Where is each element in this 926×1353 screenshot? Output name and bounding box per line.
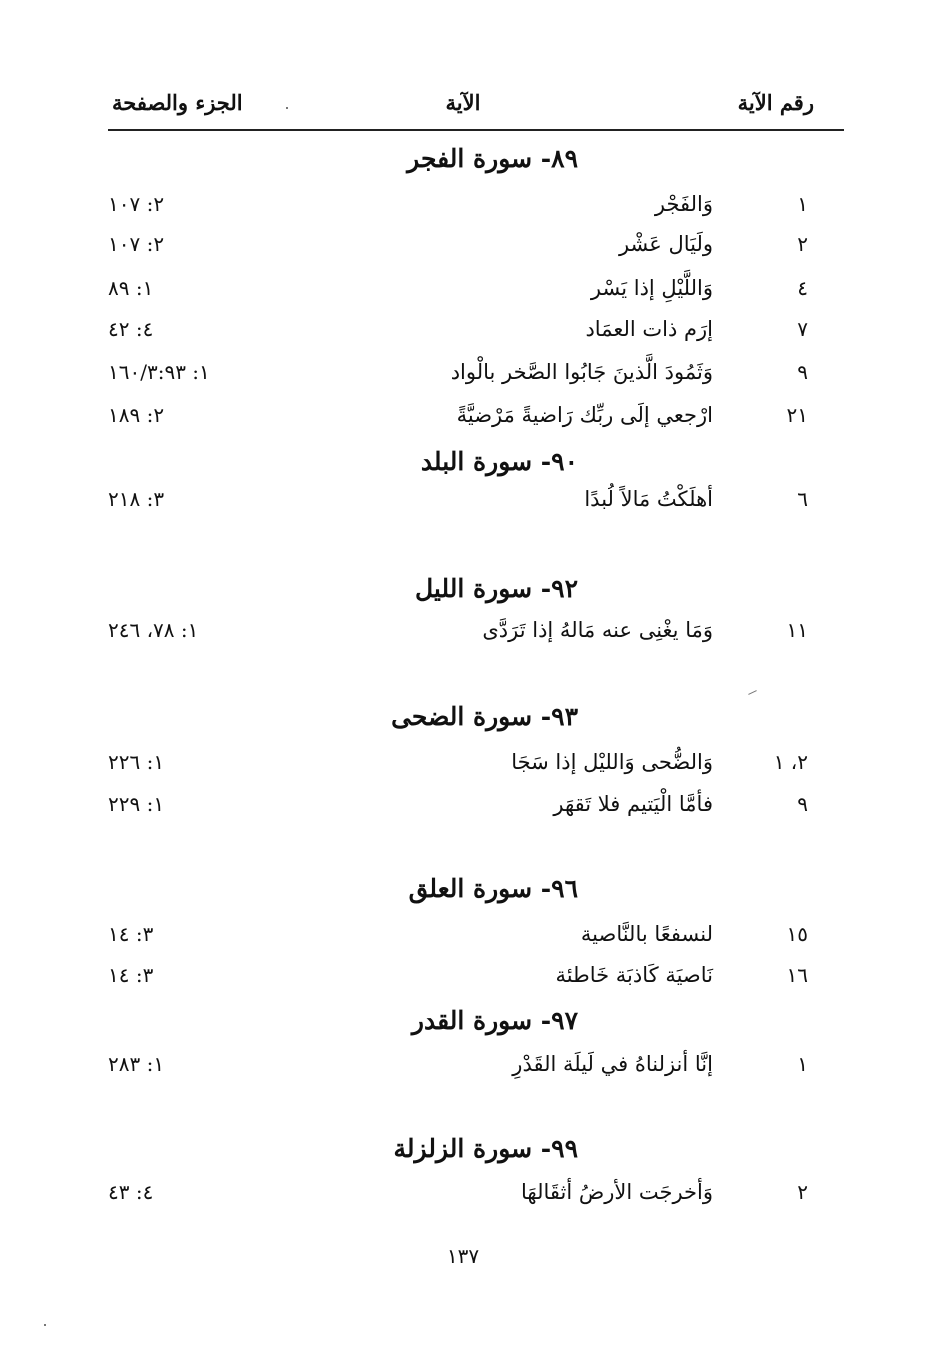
scan-speck [748,690,757,695]
verse-number: ٤ [797,276,808,300]
page-number: ١٣٧ [446,1244,480,1268]
verse-text: ولَيَال عَشْر [618,232,713,256]
verse-text: إرَم ذات العمَاد [585,317,713,341]
verse-text: وَثَمُودَ الَّذينَ جَابُوا الصَّخر بالْواد [450,360,713,384]
table-row [108,1180,808,1216]
verse-number: ٧ [797,317,808,341]
surah-title: ٩٣- سورة الضحى [391,702,578,731]
part-page-ref: ٢: ١٠٧ [108,232,165,256]
part-page-ref: ١: ٧٨، ٢٤٦ [108,618,199,642]
table-row [108,276,808,312]
header-part-page: الجزء والصفحة [112,90,243,115]
verse-number: ١٦ [786,963,808,987]
table-row [108,403,808,439]
verse-text: وَاللَّيْلِ إذا يَسْر [590,276,713,300]
surah-title: ٩٧- سورة القدر [411,1006,578,1035]
header-verse-number: رقم الآية [737,90,814,115]
part-page-ref: ١: ٢٨٣ [108,1052,165,1076]
part-page-ref: ١: ٢٢٦ [108,750,165,774]
header-rule [108,129,844,131]
table-row [108,963,808,999]
table-row [108,360,808,396]
table-row [108,922,808,958]
part-page-ref: ٣: ١٤ [108,922,154,946]
verse-text: أهلَكْتُ مَالاً لُبدًا [584,487,713,511]
table-row [108,232,808,268]
surah-title: ٩٩- سورة الزلزلة [393,1134,578,1163]
scan-speck [286,107,288,109]
table-row [108,192,808,228]
verse-text: فأمَّا الْيَتيم فلا تَقهَر [553,792,713,816]
verse-number: ١ [797,192,808,216]
verse-number: ١١ [786,618,808,642]
part-page-ref: ٤: ٤٢ [108,317,154,341]
part-page-ref: ١: ١٦٠/٣:٩٣ [108,360,210,384]
verse-number: ٢ [797,1180,808,1204]
surah-title: ٩٠- سورة البلد [420,447,578,476]
table-row [108,750,808,786]
verse-text: وَأخرجَت الأرضُ أثقَالهَا [520,1180,713,1204]
table-row [108,317,808,353]
verse-text: إنَّا أنزلناهُ في لَيلَة القَدْرِ [512,1052,713,1076]
verse-text: وَالضُّحى وَالليْل إذا سَجَا [511,750,713,774]
table-row [108,487,808,523]
verse-number: ١٥ [786,922,808,946]
part-page-ref: ٣: ٢١٨ [108,487,165,511]
table-row [108,618,808,654]
verse-text: وَمَا يغْنِى عنه مَالهُ إذا تَرَدَّى [482,618,713,642]
verse-number: ٢، ١ [773,750,808,774]
part-page-ref: ٢: ١٠٧ [108,192,165,216]
verse-number: ٢١ [786,403,808,427]
surah-title: ٩٢- سورة الليل [415,574,578,603]
table-row [108,792,808,828]
verse-number: ٢ [797,232,808,256]
surah-title: ٩٦- سورة العلق [408,874,578,903]
part-page-ref: ٣: ١٤ [108,963,154,987]
verse-text: ارْجعي إلَى ربِّك رَاضيةً مَرْضيَّةً [456,403,713,427]
surah-title: ٨٩- سورة الفجر [407,144,578,173]
verse-text: لنسفعًا بالنَّاصية [580,922,713,946]
verse-number: ٩ [797,360,808,384]
header-verse: الآية [445,90,481,115]
part-page-ref: ٢: ١٨٩ [108,403,165,427]
scan-speck [44,1324,46,1326]
verse-number: ٩ [797,792,808,816]
verse-text: نَاصيَة كَاذبَة خَاطئة [555,963,713,987]
part-page-ref: ٤: ٤٣ [108,1180,154,1204]
part-page-ref: ١: ٢٢٩ [108,792,165,816]
part-page-ref: ١: ٨٩ [108,276,154,300]
verse-text: وَالفَجْر [654,192,713,216]
verse-number: ١ [797,1052,808,1076]
table-row [108,1052,808,1088]
verse-number: ٦ [797,487,808,511]
